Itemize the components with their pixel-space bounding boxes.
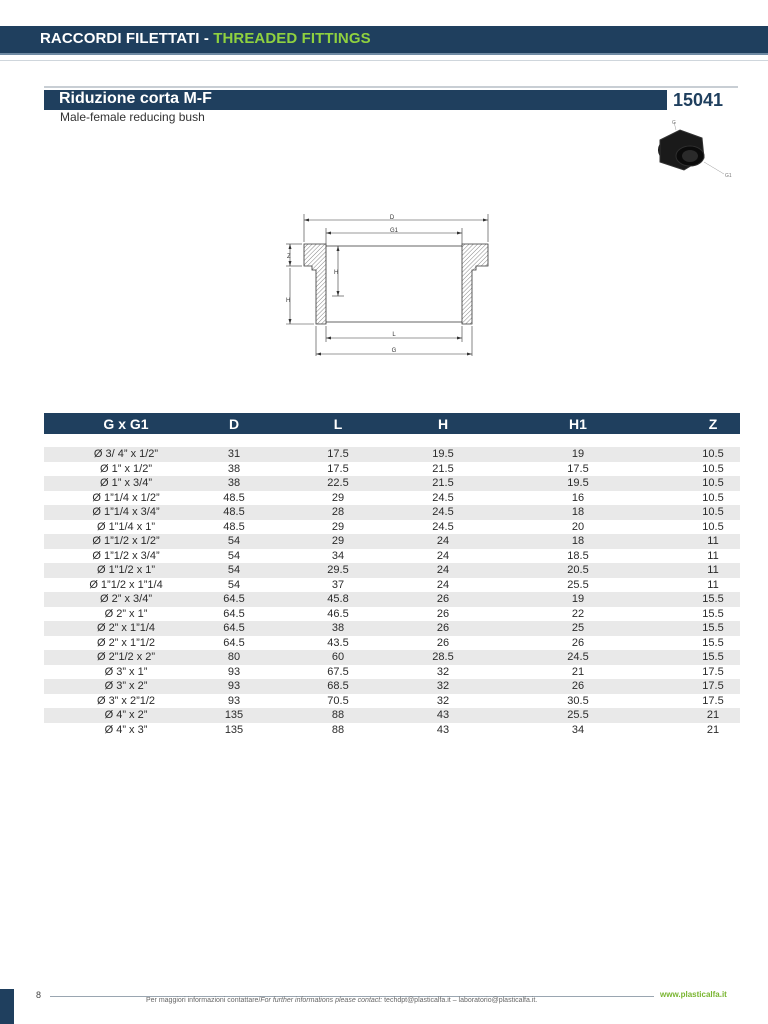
- table-cell: 15.5: [702, 593, 724, 605]
- table-cell: 18: [571, 535, 585, 547]
- table-cell: Ø 1”1/4 x 3/4”: [92, 506, 160, 518]
- product-title-bar: [44, 90, 667, 110]
- table-cell: 46.5: [327, 607, 349, 620]
- table-cell: 60: [331, 651, 345, 663]
- table-cell: 10.5: [702, 448, 724, 460]
- table-cell: Ø 3” x 2”: [104, 680, 148, 692]
- table-cell: 26: [436, 593, 450, 605]
- table-cell: 29: [331, 491, 345, 504]
- table-cell: 54: [227, 535, 241, 547]
- table-cell: 19: [571, 593, 585, 605]
- table-cell: 11: [707, 535, 719, 547]
- table-cell: 64.5: [223, 593, 245, 605]
- table-cell: Ø 1”1/2 x 1”: [96, 564, 156, 576]
- col-h1: H1: [569, 415, 587, 432]
- photo-label-g: G: [672, 120, 676, 126]
- label-g1: G1: [389, 228, 399, 234]
- table-cell: 30.5: [567, 694, 589, 707]
- table-cell: Ø 1”1/4 x 1”: [96, 520, 156, 533]
- product-title: Riduzione corta M-F: [59, 90, 212, 107]
- col-g-x-g1: G x G1: [103, 415, 149, 432]
- table-cell: 38: [227, 462, 241, 475]
- product-code: 15041: [673, 90, 724, 110]
- table-cell: 15.5: [702, 651, 724, 663]
- table-body: [44, 447, 740, 737]
- table-cell: 10.5: [702, 477, 724, 489]
- table-cell: 24.5: [567, 651, 589, 663]
- table-cell: 24: [436, 549, 450, 562]
- table-cell: 54: [227, 578, 241, 591]
- table-cell: 17.5: [702, 694, 724, 707]
- table-cell: 20.5: [567, 564, 589, 576]
- table-row: [44, 563, 740, 578]
- table-cell: Ø 3” x 2”1/2: [96, 694, 156, 707]
- table-cell: 24.5: [432, 491, 454, 504]
- table-cell: 64.5: [223, 607, 245, 620]
- table-cell: 15.5: [702, 636, 724, 649]
- dimensions-table: [44, 413, 740, 737]
- footer-contacts[interactable]: techdpt@plasticalfa.it – laboratorio@plasticalfa.it.: [382, 997, 538, 1004]
- product-rule: [44, 86, 738, 88]
- table-cell: 21.5: [432, 462, 454, 475]
- table-cell: Ø 2” x 1”1/4: [96, 622, 156, 634]
- table-cell: Ø 2”1/2 x 2”: [96, 651, 156, 663]
- table-cell: 26: [436, 607, 450, 620]
- table-cell: 21: [571, 665, 585, 678]
- label-h-outer: H: [286, 298, 291, 304]
- table-cell: 19.5: [567, 477, 589, 489]
- table-cell: 15.5: [702, 622, 724, 634]
- table-cell: 18.5: [567, 549, 589, 562]
- footer-text-italian: Per maggiori informazioni contattare/: [146, 997, 261, 1004]
- table-cell: 29.5: [327, 564, 349, 576]
- table-cell: 26: [436, 636, 450, 649]
- photo-label-g1: G1: [725, 173, 732, 179]
- table-row: [44, 462, 740, 477]
- table-cell: 43: [436, 709, 450, 721]
- table-row: [44, 476, 740, 491]
- table-row: [44, 636, 740, 651]
- section-title-english: THREADED FITTINGS: [213, 30, 371, 47]
- table-cell: 29: [331, 520, 345, 533]
- table-cell: Ø 1”1/2 x 3/4”: [92, 549, 160, 562]
- table-cell: Ø 4” x 3”: [104, 723, 148, 736]
- page-number: 8: [36, 990, 42, 1000]
- table-cell: 10.5: [702, 462, 724, 475]
- table-cell: 21: [706, 709, 720, 721]
- table-cell: 93: [227, 694, 241, 707]
- table-row: [44, 447, 740, 462]
- label-h-inner: H: [334, 270, 339, 276]
- table-cell: 48.5: [223, 520, 245, 533]
- table-cell: 17.5: [702, 665, 724, 678]
- label-l: L: [392, 332, 396, 338]
- table-cell: Ø 1” x 1/2”: [100, 462, 152, 475]
- col-h: H: [437, 415, 449, 432]
- table-cell: 26: [436, 622, 450, 634]
- table-row: [44, 665, 740, 680]
- table-cell: 93: [227, 680, 241, 692]
- table-cell: 38: [227, 477, 241, 489]
- table-cell: 22: [571, 607, 585, 620]
- table-row: [44, 723, 740, 738]
- table-cell: 37: [331, 578, 345, 591]
- table-cell: 15.5: [702, 607, 724, 620]
- table-row: [44, 607, 740, 622]
- left-wall-section: [304, 244, 326, 324]
- table-cell: Ø 1”1/4 x 1/2”: [92, 491, 160, 504]
- table-cell: 54: [227, 549, 241, 562]
- table-cell: Ø 1” x 3/4”: [100, 477, 152, 489]
- section-header-bar: [0, 26, 768, 55]
- section-title-italian: RACCORDI FILETTATI -: [40, 30, 214, 47]
- table-cell: 17.5: [327, 448, 349, 460]
- table-row: [44, 505, 740, 520]
- table-row: [44, 679, 740, 694]
- table-cell: 48.5: [223, 506, 245, 518]
- table-cell: Ø 4” x 2”: [104, 709, 148, 721]
- table-cell: 48.5: [223, 491, 245, 504]
- footer-accent-bar: [0, 989, 14, 1024]
- table-cell: 17.5: [702, 680, 724, 692]
- table-cell: 54: [227, 564, 241, 576]
- table-row: [44, 621, 740, 636]
- table-cell: 17.5: [567, 462, 589, 475]
- table-cell: 28.5: [432, 651, 454, 663]
- table-cell: 20: [571, 520, 585, 533]
- table-cell: 88: [331, 723, 345, 736]
- table-cell: Ø 3” x 1”: [104, 665, 148, 678]
- photo-leader-g1: [704, 162, 724, 174]
- table-cell: 34: [571, 723, 585, 736]
- product-subtitle: Male-female reducing bush: [60, 110, 205, 124]
- table-cell: 88: [331, 709, 345, 721]
- photo-bore: [682, 150, 698, 162]
- table-cell: 29: [331, 535, 345, 547]
- table-cell: 80: [227, 651, 241, 663]
- table-row: [44, 549, 740, 564]
- table-row: [44, 578, 740, 593]
- table-cell: 32: [436, 694, 450, 707]
- table-cell: 17.5: [327, 462, 349, 475]
- table-cell: 26: [571, 680, 585, 692]
- table-cell: 38: [331, 622, 345, 634]
- table-cell: 10.5: [702, 520, 724, 533]
- table-cell: Ø 1”1/2 x 1”1/4: [89, 578, 163, 591]
- table-row: [44, 520, 740, 535]
- table-row: [44, 534, 740, 549]
- table-cell: 135: [224, 709, 244, 721]
- table-cell: Ø 1”1/2 x 1/2”: [92, 535, 160, 547]
- table-cell: 32: [436, 665, 450, 678]
- table-cell: 24: [436, 535, 450, 547]
- table-cell: 24.5: [432, 520, 454, 533]
- product-photo: [646, 118, 738, 194]
- section-title: [40, 30, 371, 47]
- table-cell: 22.5: [327, 477, 349, 489]
- table-cell: 70.5: [327, 694, 349, 707]
- table-row: [44, 650, 740, 665]
- website-link[interactable]: www.plasticalfa.it: [660, 990, 727, 999]
- table-cell: 11: [707, 578, 719, 591]
- table-cell: 25.5: [567, 709, 589, 721]
- table-cell: 45.8: [327, 593, 349, 605]
- label-z: Z: [287, 254, 291, 260]
- table-cell: 19: [571, 448, 585, 460]
- table-cell: 10.5: [702, 491, 724, 504]
- table-cell: 68.5: [327, 680, 349, 692]
- table-cell: Ø 2” x 1”: [104, 607, 148, 620]
- table-row: [44, 708, 740, 723]
- label-g: G: [391, 348, 397, 354]
- table-cell: 11: [707, 564, 719, 576]
- table-cell: 93: [227, 665, 241, 678]
- table-cell: 31: [227, 448, 241, 460]
- table-cell: 32: [436, 680, 450, 692]
- table-cell: 25: [571, 622, 585, 634]
- table-cell: 19.5: [432, 448, 454, 460]
- table-cell: Ø 2” x 3/4”: [100, 593, 152, 605]
- col-d: D: [228, 415, 240, 432]
- table-cell: 11: [707, 549, 719, 562]
- table-header: [44, 413, 740, 434]
- footer-text-english: For further informations please contact:: [260, 997, 383, 1004]
- table-cell: 10.5: [702, 506, 724, 518]
- table-cell: 24: [436, 564, 450, 576]
- table-cell: 43: [436, 723, 450, 736]
- table-cell: 34: [331, 549, 345, 562]
- col-z: Z: [708, 415, 718, 432]
- header-divider: [0, 60, 768, 61]
- table-cell: 64.5: [223, 636, 245, 649]
- right-wall-section: [462, 244, 488, 324]
- table-cell: 26: [571, 636, 585, 649]
- table-cell: 24: [436, 578, 450, 591]
- table-cell: Ø 3/ 4” x 1/2”: [93, 448, 159, 460]
- table-cell: 21: [706, 723, 720, 736]
- table-cell: Ø 2” x 1”1/2: [96, 636, 156, 649]
- table-cell: 16: [571, 491, 585, 504]
- table-row: [44, 694, 740, 709]
- col-l: L: [333, 415, 343, 432]
- technical-drawing: [280, 208, 500, 360]
- table-cell: 25.5: [567, 578, 589, 591]
- table-row: [44, 592, 740, 607]
- table-cell: 28: [331, 506, 345, 518]
- table-cell: 64.5: [223, 622, 245, 634]
- table-cell: 21.5: [432, 477, 454, 489]
- table-row: [44, 491, 740, 506]
- label-d: D: [389, 215, 395, 221]
- footer-contact-text: [146, 997, 537, 1004]
- table-spacer: [44, 434, 740, 447]
- table-cell: 24.5: [432, 506, 454, 518]
- table-cell: 18: [571, 506, 585, 518]
- table-cell: 135: [224, 723, 244, 736]
- table-cell: 67.5: [327, 665, 349, 678]
- table-cell: 43.5: [327, 636, 349, 649]
